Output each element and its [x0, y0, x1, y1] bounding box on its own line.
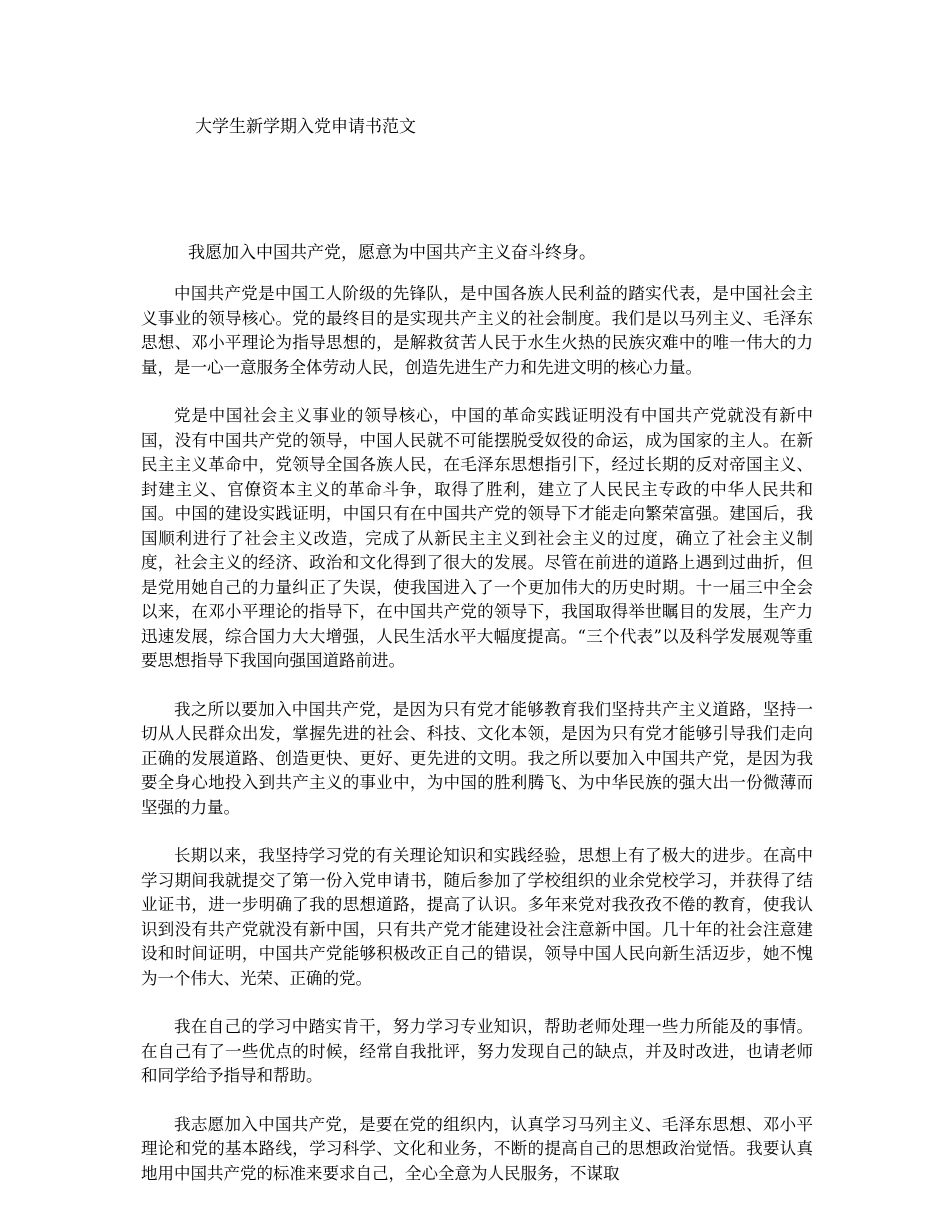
paragraph-1: 中国共产党是中国工人阶级的先锋队，是中国各族人民利益的踏实代表，是中国社会主义事业的领导核心。党的最终目的是实现共产主义的社会制度。我们是以马列主义、毛泽东思想、邓小平理论为指导思想的，是解救贫苦人民于水生火热的民族灾难中的唯一伟大的力量，是一心一意服务全体劳动人民，创造先进生产力和先进文明的核心力量。 [141, 284, 813, 377]
paragraph-6: 我志愿加入中国共产党，是要在党的组织内，认真学习马列主义、毛泽东思想、邓小平理论和党的基本路线，学习科学、文化和业务，不断的提高自己的思想政治觉悟。我要认真地用中国共产党的标准来要求自己，全心全意为人民服务，不谋取 [141, 1114, 813, 1183]
lead-sentence: 我愿加入中国共产党，愿意为中国共产主义奋斗终身。 [188, 243, 596, 263]
document-title: 大学生新学期入党申请书范文 [195, 117, 416, 137]
paragraph-5: 我在自己的学习中踏实肯干，努力学习专业知识，帮助老师处理一些力所能及的事情。在自己有了一些优点的时候，经常自我批评，努力发现自己的缺点，并及时改进，也请老师和同学给予指导和帮助。 [141, 1017, 813, 1085]
paragraph-3: 我之所以要加入中国共产党，是因为只有党才能够教育我们坚持共产主义道路，坚持一切从人民群众出发，掌握先进的社会、科技、文化本领，是因为只有党才能够引导我们走向正确的发展道路、创造更快、更好、更先进的文明。我之所以要加入中国共产党，是因为我要全身心地投入到共产主义的事业中，为中国的胜利腾飞、为中华民族的强大出一份微薄而坚强的力量。 [141, 699, 813, 817]
body-text [141, 282, 813, 1210]
paragraph-2: 党是中国社会主义事业的领导核心，中国的革命实践证明没有中国共产党就没有新中国，没有中国共产党的领导，中国人民就不可能摆脱受奴役的命运，成为国家的主人。在新民主主义革命中，党领导全国各族人民，在毛泽东思想指引下，经过长期的反对帝国主义、封建主义、官僚资本主义的革命斗争，取得了胜利，建立了人民民主专政的中华人民共和国。中国的建设实践证明，中国只有在中国共产党的领导下才能走向繁荣富强。建国后，我国顺利进行了社会主义改造，完成了从新民主主义到社会主义的过度，确立了社会主义制度，社会主义的经济、政治和文化得到了很大的发展。尽管在前进的道路上遇到过曲折，但是党用她自己的力量纠正了失误，使我国进入了一个更加伟大的历史时期。十一届三中全会以来，在邓小平理论的指导下，在中国共产党的领导下，我国取得举世瞩目的发展，生产力迅速发展，综合国力大大增强，人民生活水平大幅度提高。“三个代表”以及科学发展观等重要思想指导下我国向强国道路前进。 [141, 406, 813, 670]
paragraph-4: 长期以来，我坚持学习党的有关理论知识和实践经验，思想上有了极大的进步。在高中学习期间我就提交了第一份入党申请书，随后参加了学校组织的业余党校学习，并获得了结业证书，进一步明确了我的思想道路，提高了认识。多年来党对我孜孜不倦的教育，使我认识到没有共产党就没有新中国，只有共产党才能建设社会注意新中国。几十年的社会注意建设和时间证明，中国共产党能够积极改正自己的错误，领导中国人民向新生活迈步，她不愧为一个伟大、光荣、正确的党。 [141, 846, 813, 988]
